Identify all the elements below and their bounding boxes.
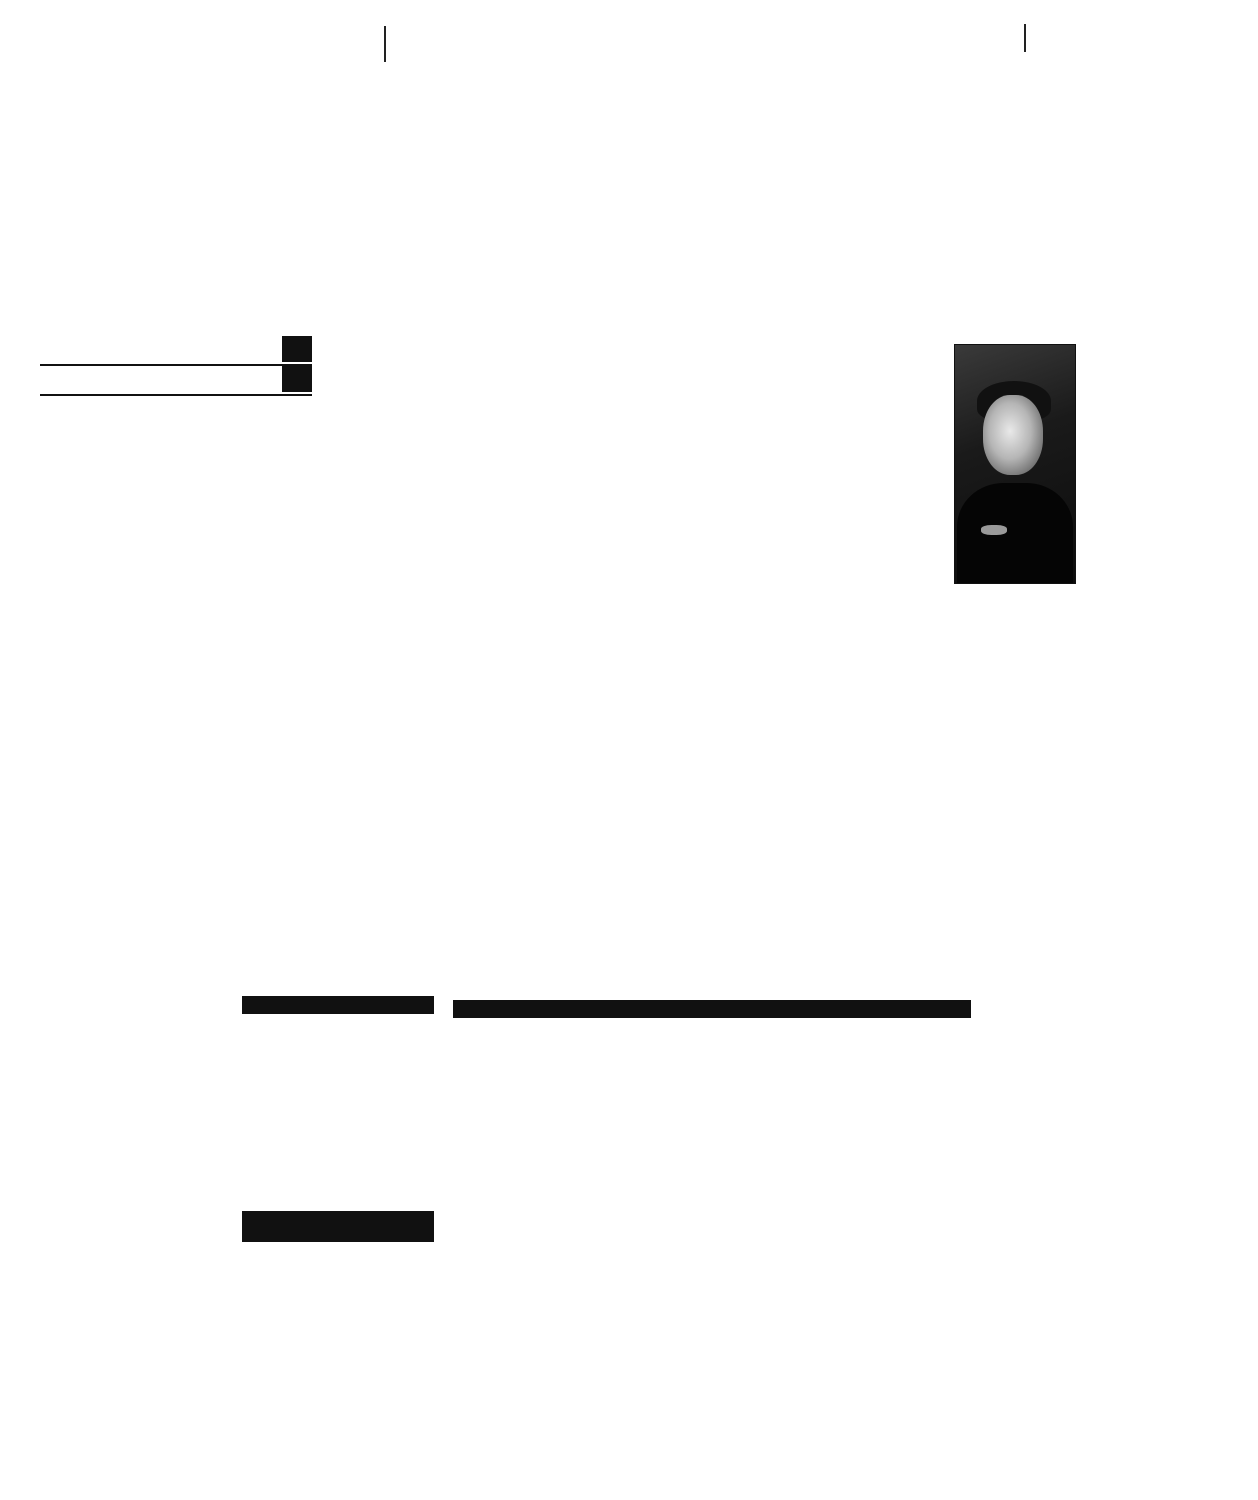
standings-header: [453, 1000, 971, 1018]
photo-jersey-logo: [981, 525, 1007, 535]
next-round-header: [242, 1211, 434, 1242]
masthead-divider: [384, 26, 386, 62]
player-photo: [954, 344, 1076, 584]
away-team-goals: [282, 366, 312, 392]
date-divider: [1024, 24, 1026, 52]
photo-body-shape: [957, 483, 1073, 584]
results-header: [242, 996, 434, 1014]
photo-face-shape: [983, 395, 1043, 475]
standings-table: [453, 1018, 971, 1422]
home-team-goals: [282, 336, 312, 362]
score-row-away: [40, 366, 312, 396]
score-row-home: [40, 336, 312, 366]
